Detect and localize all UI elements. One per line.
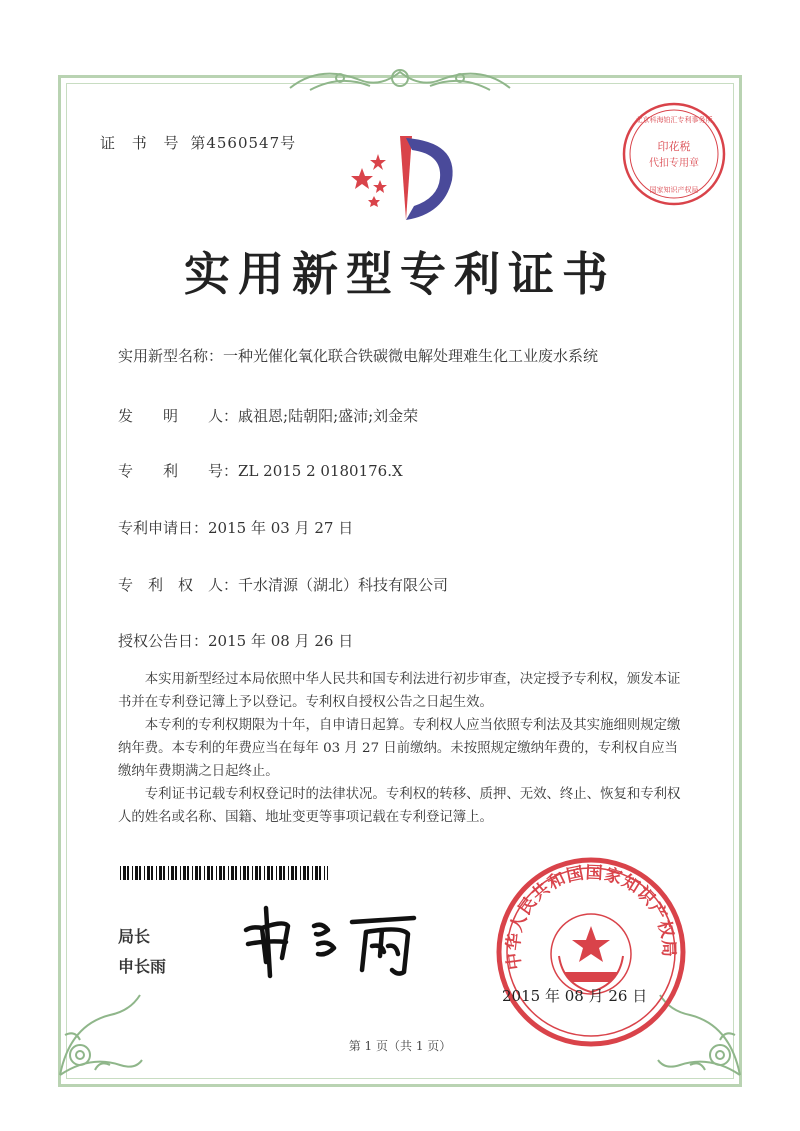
state-seal-text [503,863,679,971]
field-label: 专利申请日： [118,519,209,537]
barcode-bar [271,866,273,880]
barcode-bar [291,866,294,880]
patent-office-emblem [340,128,470,228]
barcode-bar [228,866,229,880]
barcode-bar [147,866,150,880]
barcode-bar [127,866,129,880]
barcode-bar [307,866,309,880]
barcode-bar [264,866,265,880]
corner-ornament-bottom-left [50,985,150,1085]
field-label: 专 利 号： [118,462,239,480]
barcode-bar [288,866,289,880]
barcode-bar [255,866,258,880]
state-ip-office-seal [493,854,689,1050]
barcode [120,866,328,880]
barcode-bar [259,866,261,880]
barcode-bar [120,866,121,880]
signatory-block [118,922,166,982]
certificate-body [118,668,690,829]
field-value: 2015 年 08 月 26 日 [208,632,354,650]
barcode-bar [279,866,282,880]
barcode-bar [192,866,193,880]
barcode-bar [135,866,138,880]
certificate-number-value: 第4560547号 [190,134,297,152]
body-paragraph: 本实用新型经过本局依照中华人民共和国专利法进行初步审查，决定授予专利权，颁发本证书并在专利登记簿上予以登记。专利权自授权公告之日起生效。 [118,672,681,710]
barcode-bar [156,866,157,880]
barcode-bar [235,866,237,880]
body-paragraph: 专利证书记载专利权登记时的法律状况。专利权的转移、质押、无效、终止、恢复和专利权人的姓名或名称、国籍、地址变更等事项记载在专利登记簿上。 [118,787,681,825]
barcode-bar [327,866,328,880]
field-value: 千水清源（湖北）科技有限公司 [238,576,449,594]
handwritten-signature [232,900,452,980]
barcode-bar [283,866,285,880]
barcode-bar [303,866,306,880]
barcode-bar [300,866,301,880]
barcode-bar [175,866,177,880]
field-grant-date [118,630,353,651]
agency-seal-outer-text: 北京科海铂汇专利事务所 [635,116,713,124]
barcode-bar [204,866,205,880]
barcode-bar [187,866,189,880]
barcode-bar [247,866,249,880]
field-label: 实用新型名称： [118,347,224,365]
field-utility-model-name [118,345,598,366]
barcode-bar [252,866,253,880]
agency-stamp-seal [620,100,728,208]
barcode-bar [207,866,210,880]
certificate-number-label: 证 书 号 [100,134,185,152]
field-label: 发 明 人： [118,407,239,425]
body-paragraph: 本专利的专利权期限为十年，自申请日起算。专利权人应当依照专利法及其实施细则规定缴纳年费。本专利的年费应当在每年 03 月 27 日前缴纳。未按照规定缴纳年费的，专利权自应当缴纳年费期满之日起终止。 [118,718,681,779]
top-ornament [280,60,520,96]
barcode-bar [240,866,241,880]
barcode-bar [295,866,297,880]
barcode-bar [312,866,313,880]
field-value: 2015 年 03 月 27 日 [208,519,354,537]
barcode-bar [123,866,126,880]
barcode-bar [171,866,174,880]
field-value: ZL 2015 2 0180176.X [238,462,403,480]
barcode-bar [139,866,141,880]
barcode-bar [163,866,165,880]
field-label: 授权公告日： [118,632,209,650]
barcode-bar [159,866,162,880]
barcode-bar [183,866,186,880]
signatory-name: 申长雨 [118,957,167,976]
barcode-bar [199,866,201,880]
field-label: 专 利 权 人： [118,576,239,594]
barcode-bar [216,866,217,880]
barcode-bar [219,866,222,880]
barcode-bar [319,866,321,880]
barcode-bar [324,866,325,880]
barcode-bar [276,866,277,880]
field-value: 一种光催化氧化联合铁碳微电解处理难生化工业废水系统 [223,347,599,365]
field-inventors [118,405,418,426]
barcode-bar [180,866,181,880]
barcode-bar [144,866,145,880]
signatory-title: 局长 [118,927,151,946]
barcode-bar [315,866,318,880]
barcode-bar [223,866,225,880]
barcode-bar [267,866,270,880]
document-title: 实用新型专利证书 [184,247,616,301]
agency-seal-inner-text-2: 代扣专用章 [649,158,699,169]
barcode-bar [243,866,246,880]
agency-seal-bottom-text: 国家知识产权局 [649,186,699,194]
barcode-bar [132,866,133,880]
state-seal-text-path: 中华人民共和国国家知识产权局 [503,863,679,971]
field-patent-number [118,460,403,481]
barcode-bar [168,866,169,880]
field-value: 戚祖恩;陆朝阳;盛沛;刘金荣 [238,407,419,425]
barcode-bar [151,866,153,880]
agency-seal-inner-text-1: 印花税 [657,140,691,153]
barcode-bar [211,866,213,880]
field-application-date [118,517,353,538]
page-number: 第 1 页（共 1 页） [348,1039,452,1053]
certificate-number [100,132,296,153]
seal-date: 2015 年 08 月 26 日 [502,987,648,1005]
field-patentee [118,574,448,595]
barcode-bar [231,866,234,880]
barcode-bar [195,866,198,880]
